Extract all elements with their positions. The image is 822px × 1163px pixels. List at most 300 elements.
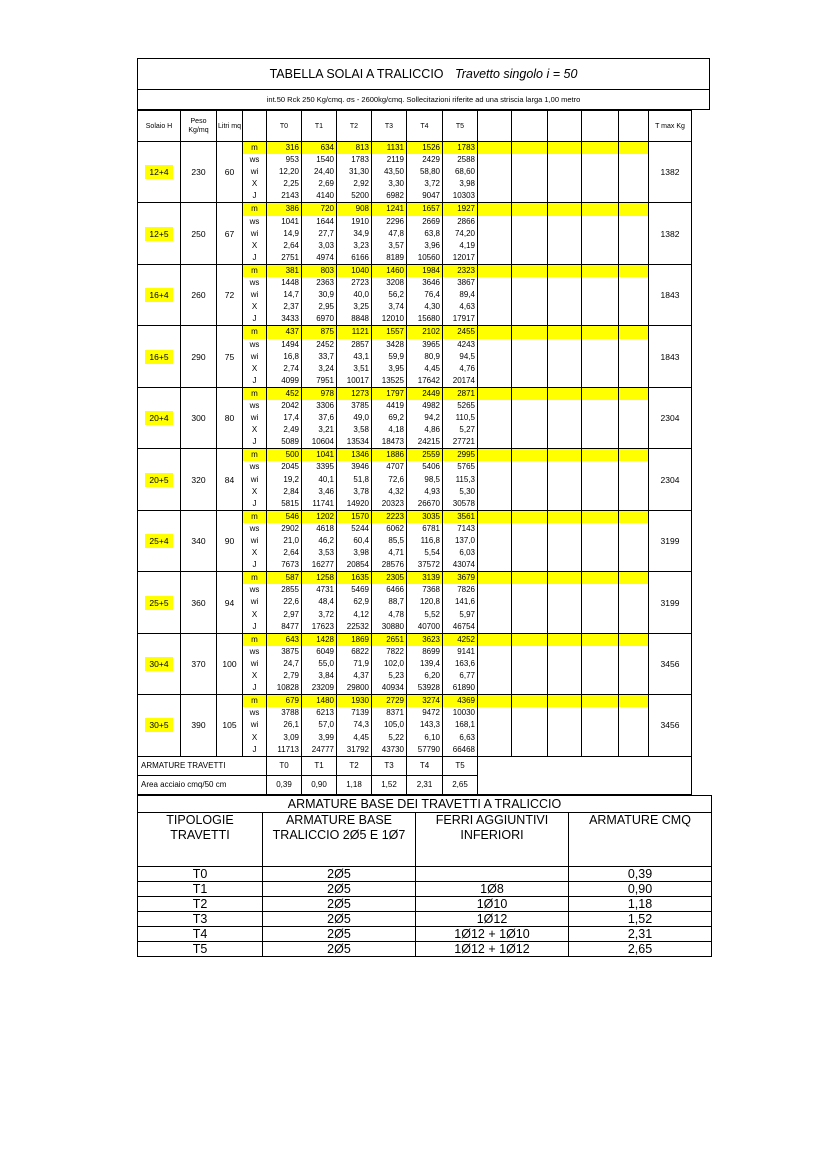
value-wi: 137,0: [454, 536, 475, 545]
value-m: 803: [302, 265, 336, 277]
table-title: [137, 58, 710, 90]
row-label: J: [252, 560, 257, 570]
value-X: 3,72: [318, 609, 334, 619]
value-J: 6982: [386, 191, 404, 201]
empty-cell: [548, 572, 582, 633]
row-label: m: [243, 634, 266, 646]
solaio-cell: [138, 264, 181, 325]
value-m: 1428: [302, 634, 336, 646]
value-ws: 5265: [457, 400, 475, 410]
value-J: 5089: [281, 437, 299, 447]
row-label: m: [243, 203, 266, 215]
area-value: 1,52: [372, 775, 407, 794]
value-cell: [267, 633, 302, 694]
value-J: 57790: [417, 744, 440, 754]
value-X: 3,95: [388, 363, 404, 373]
value-J: 7673: [281, 560, 299, 570]
base-ferri: 1Ø8: [416, 882, 569, 897]
table-row: [138, 449, 692, 510]
value-cell: [407, 510, 443, 571]
value-cell: [302, 264, 337, 325]
value-cell: [407, 142, 443, 203]
value-cell: [302, 387, 337, 448]
base-base: 2Ø5: [263, 912, 416, 927]
header-t1: T1: [302, 111, 337, 142]
value-X: 5,97: [459, 609, 475, 619]
value-ws: 6466: [386, 585, 404, 595]
litri-value: 90: [217, 510, 243, 571]
value-m: 1526: [407, 142, 442, 154]
table-row: [138, 633, 692, 694]
value-m: 4369: [443, 695, 477, 707]
value-wi: 102,0: [383, 658, 404, 668]
value-X: 3,74: [388, 302, 404, 312]
value-wi: 49,0: [353, 413, 369, 423]
row-labels: [243, 572, 267, 633]
value-J: 13525: [381, 375, 404, 385]
row-label: X: [251, 732, 258, 742]
value-cell: [267, 326, 302, 387]
value-X: 6,77: [459, 671, 475, 681]
value-cell: [302, 203, 337, 264]
value-ws: 4707: [386, 462, 404, 472]
value-wi: 40,1: [318, 474, 334, 484]
value-ws: 6062: [386, 523, 404, 533]
value-ws: 8371: [386, 708, 404, 718]
value-J: 9047: [422, 191, 440, 201]
value-m: 452: [267, 388, 301, 400]
value-ws: 3646: [422, 278, 440, 288]
value-X: 3,99: [318, 732, 334, 742]
row-label: wi: [250, 290, 259, 300]
value-J: 30578: [452, 498, 475, 508]
value-ws: 3395: [316, 462, 334, 472]
solaio-value: 30+5: [145, 718, 172, 732]
value-ws: 7139: [351, 708, 369, 718]
value-J: 40934: [381, 683, 404, 693]
value-cell: [267, 695, 302, 756]
value-m: 1121: [337, 326, 371, 338]
header-t3: T3: [372, 111, 407, 142]
value-X: 3,09: [283, 732, 299, 742]
value-cell: [443, 142, 478, 203]
solaio-value: 16+4: [145, 288, 172, 302]
row-labels: [243, 203, 267, 264]
row-label: X: [251, 363, 258, 373]
empty-cell: [478, 633, 512, 694]
value-cell: [407, 449, 443, 510]
row-label: m: [243, 695, 266, 707]
value-J: 53928: [417, 683, 440, 693]
value-wi: 74,20: [454, 228, 475, 238]
value-cell: [372, 449, 407, 510]
header-t2: T2: [337, 111, 372, 142]
value-m: 2651: [372, 634, 406, 646]
value-ws: 4982: [422, 400, 440, 410]
row-label: wi: [250, 167, 259, 177]
value-cell: [267, 449, 302, 510]
value-ws: 4243: [457, 339, 475, 349]
value-X: 4,30: [424, 302, 440, 312]
row-labels: [243, 142, 267, 203]
value-ws: 4419: [386, 400, 404, 410]
armature-travetti-label: ARMATURE TRAVETTI: [138, 756, 267, 775]
value-ws: 3788: [281, 708, 299, 718]
value-ws: 2045: [281, 462, 299, 472]
value-wi: 62,9: [353, 597, 369, 607]
litri-value: 72: [217, 264, 243, 325]
value-m: 3274: [407, 695, 442, 707]
peso-value: 340: [181, 510, 217, 571]
row-label: ws: [249, 155, 260, 165]
value-m: 2102: [407, 326, 442, 338]
value-wi: 26,1: [283, 720, 299, 730]
value-X: 4,63: [459, 302, 475, 312]
value-ws: 5469: [351, 585, 369, 595]
value-wi: 120,8: [419, 597, 440, 607]
value-ws: 3867: [457, 278, 475, 288]
header-t0: T0: [267, 111, 302, 142]
value-m: 813: [337, 142, 371, 154]
header-peso: Peso Kg/mq: [181, 111, 217, 142]
tmax-value: 1382: [649, 142, 692, 203]
value-m: 2729: [372, 695, 406, 707]
value-ws: 7368: [422, 585, 440, 595]
empty-cell: [582, 449, 619, 510]
value-wi: 14,7: [283, 290, 299, 300]
value-cell: [267, 264, 302, 325]
value-m: 1657: [407, 203, 442, 215]
solaio-value: 12+4: [145, 165, 172, 179]
value-wi: 163,6: [454, 658, 475, 668]
base-cmq: 1,18: [569, 897, 712, 912]
armature-col: T5: [443, 756, 478, 775]
row-label: m: [243, 511, 266, 523]
value-ws: 2296: [386, 216, 404, 226]
row-label: ws: [249, 646, 260, 656]
row-label: J: [252, 375, 257, 385]
base-tipo: T1: [138, 882, 263, 897]
value-cell: [407, 203, 443, 264]
empty-cell: [478, 510, 512, 571]
value-ws: 2866: [457, 216, 475, 226]
litri-value: 100: [217, 633, 243, 694]
value-J: 6166: [351, 252, 369, 262]
value-m: 381: [267, 265, 301, 277]
row-label: wi: [250, 658, 259, 668]
value-m: 1273: [337, 388, 371, 400]
value-X: 3,98: [353, 548, 369, 558]
value-m: 2223: [372, 511, 406, 523]
value-X: 3,57: [388, 240, 404, 250]
row-label: m: [243, 142, 266, 154]
value-X: 4,12: [353, 609, 369, 619]
value-X: 4,37: [353, 671, 369, 681]
value-ws: 1910: [351, 216, 369, 226]
row-labels: [243, 326, 267, 387]
solaio-cell: [138, 449, 181, 510]
value-cell: [407, 387, 443, 448]
value-cell: [337, 695, 372, 756]
empty-cell: [548, 203, 582, 264]
value-wi: 59,9: [388, 351, 404, 361]
header-t5: T5: [443, 111, 478, 142]
area-value: 0,90: [302, 775, 337, 794]
value-m: 1570: [337, 511, 371, 523]
value-m: 437: [267, 326, 301, 338]
area-value: 2,31: [407, 775, 443, 794]
foot-empty: [478, 775, 692, 794]
value-ws: 3208: [386, 278, 404, 288]
value-ws: 1448: [281, 278, 299, 288]
empty-cell: [512, 449, 548, 510]
empty-cell: [582, 387, 619, 448]
value-J: 17623: [311, 621, 334, 631]
value-ws: 3785: [351, 400, 369, 410]
empty-cell: [582, 264, 619, 325]
value-ws: 953: [285, 155, 299, 165]
value-X: 3,84: [318, 671, 334, 681]
value-ws: 7822: [386, 646, 404, 656]
value-cell: [302, 510, 337, 571]
empty-cell: [619, 449, 649, 510]
value-X: 3,98: [459, 179, 475, 189]
solaio-cell: [138, 326, 181, 387]
row-label: m: [243, 388, 266, 400]
solaio-value: 20+5: [145, 473, 172, 487]
value-cell: [372, 142, 407, 203]
armature-col: T0: [267, 756, 302, 775]
base-cmq: 0,90: [569, 882, 712, 897]
litri-value: 67: [217, 203, 243, 264]
value-ws: 10030: [452, 708, 475, 718]
row-label: J: [252, 683, 257, 693]
value-m: 2449: [407, 388, 442, 400]
value-cell: [372, 695, 407, 756]
value-X: 2,64: [283, 240, 299, 250]
value-wi: 31,30: [348, 167, 369, 177]
empty-cell: [512, 264, 548, 325]
row-label: ws: [249, 278, 260, 288]
value-J: 17642: [417, 375, 440, 385]
empty-cell: [582, 510, 619, 571]
header-solaio: Solaio H: [138, 111, 181, 142]
value-ws: 1644: [316, 216, 334, 226]
litri-value: 105: [217, 695, 243, 756]
value-J: 27721: [452, 437, 475, 447]
area-value: 1,18: [337, 775, 372, 794]
empty-cell: [548, 387, 582, 448]
solaio-value: 20+4: [145, 411, 172, 425]
empty-cell: [619, 264, 649, 325]
value-m: 1202: [302, 511, 336, 523]
solaio-value: 12+5: [145, 227, 172, 241]
value-J: 31792: [346, 744, 369, 754]
value-m: 546: [267, 511, 301, 523]
empty-cell: [512, 572, 548, 633]
solaio-cell: [138, 695, 181, 756]
row-label: X: [251, 548, 258, 558]
value-wi: 30,9: [318, 290, 334, 300]
value-X: 2,49: [283, 425, 299, 435]
row-label: J: [252, 191, 257, 201]
table-row: [138, 695, 692, 756]
table-subtitle: int.50 Rck 250 Kg/cmq. σs - 2600kg/cmq. Sollecitazioni riferite ad una striscia larga 1,00 metro: [137, 90, 710, 110]
value-m: 1797: [372, 388, 406, 400]
value-X: 5,54: [424, 548, 440, 558]
value-cell: [372, 572, 407, 633]
value-ws: 6049: [316, 646, 334, 656]
value-m: 1480: [302, 695, 336, 707]
row-label: wi: [250, 351, 259, 361]
value-X: 6,10: [424, 732, 440, 742]
value-cell: [302, 142, 337, 203]
value-wi: 89,4: [459, 290, 475, 300]
value-J: 2143: [281, 191, 299, 201]
value-cell: [337, 449, 372, 510]
value-J: 11741: [312, 498, 334, 508]
base-ferri: 1Ø12 + 1Ø10: [416, 927, 569, 942]
row-label: ws: [249, 523, 260, 533]
value-m: 4252: [443, 634, 477, 646]
header-empty: [619, 111, 649, 142]
empty-cell: [548, 326, 582, 387]
empty-cell: [548, 142, 582, 203]
value-ws: 2588: [457, 155, 475, 165]
base-row: [138, 897, 712, 912]
value-J: 66468: [452, 744, 475, 754]
value-J: 16277: [311, 560, 334, 570]
peso-value: 230: [181, 142, 217, 203]
value-J: 4974: [316, 252, 334, 262]
value-wi: 17,4: [283, 413, 299, 423]
value-X: 6,63: [459, 732, 475, 742]
value-cell: [372, 633, 407, 694]
row-label: X: [251, 486, 258, 496]
value-cell: [372, 510, 407, 571]
value-J: 43074: [452, 560, 475, 570]
base-tipo: T3: [138, 912, 263, 927]
base-row: [138, 912, 712, 927]
value-wi: 34,9: [353, 228, 369, 238]
value-X: 4,18: [388, 425, 404, 435]
empty-cell: [478, 387, 512, 448]
value-cell: [267, 387, 302, 448]
solaio-cell: [138, 510, 181, 571]
row-label: ws: [249, 400, 260, 410]
value-m: 386: [267, 203, 301, 215]
value-X: 4,86: [424, 425, 440, 435]
table-row: [138, 572, 692, 633]
value-cell: [337, 142, 372, 203]
header-tmax: T max Kg: [649, 111, 692, 142]
value-cell: [443, 203, 478, 264]
row-label: ws: [249, 216, 260, 226]
value-X: 5,22: [388, 732, 404, 742]
empty-cell: [619, 510, 649, 571]
value-J: 5200: [351, 191, 369, 201]
value-wi: 24,7: [283, 658, 299, 668]
base-row: [138, 867, 712, 882]
value-J: 23209: [311, 683, 334, 693]
value-m: 1258: [302, 572, 336, 584]
value-X: 3,30: [388, 179, 404, 189]
row-labels: [243, 510, 267, 571]
empty-cell: [512, 510, 548, 571]
row-label: m: [243, 326, 266, 338]
value-wi: 46,2: [318, 536, 334, 545]
litri-value: 84: [217, 449, 243, 510]
peso-value: 390: [181, 695, 217, 756]
value-ws: 4618: [316, 523, 334, 533]
value-J: 10303: [452, 191, 475, 201]
empty-cell: [619, 572, 649, 633]
solai-table: [137, 110, 692, 795]
value-wi: 47,8: [388, 228, 404, 238]
tmax-value: 1843: [649, 264, 692, 325]
value-X: 3,24: [318, 363, 334, 373]
value-cell: [443, 326, 478, 387]
value-ws: 3946: [351, 462, 369, 472]
solaio-value: 30+4: [145, 657, 172, 671]
base-tipo: T5: [138, 942, 263, 957]
value-J: 20854: [346, 560, 369, 570]
value-cell: [337, 510, 372, 571]
value-m: 679: [267, 695, 301, 707]
value-ws: 6822: [351, 646, 369, 656]
value-m: 316: [267, 142, 301, 154]
row-label: X: [251, 425, 258, 435]
value-m: 500: [267, 449, 301, 461]
value-cell: [372, 203, 407, 264]
armature-col: T3: [372, 756, 407, 775]
solaio-value: 25+5: [145, 596, 172, 610]
value-m: 1635: [337, 572, 371, 584]
value-cell: [337, 264, 372, 325]
tmax-value: 3199: [649, 572, 692, 633]
value-cell: [337, 633, 372, 694]
value-wi: 60,4: [353, 536, 369, 545]
value-wi: 74,3: [353, 720, 369, 730]
value-wi: 55,0: [318, 658, 334, 668]
value-X: 3,46: [318, 486, 334, 496]
row-label: X: [251, 609, 258, 619]
value-m: 875: [302, 326, 336, 338]
value-cell: [337, 326, 372, 387]
base-tipo: T2: [138, 897, 263, 912]
value-X: 4,45: [424, 363, 440, 373]
row-label: X: [251, 302, 258, 312]
value-J: 2751: [281, 252, 299, 262]
value-m: 1886: [372, 449, 406, 461]
value-m: 587: [267, 572, 301, 584]
value-wi: 71,9: [353, 658, 369, 668]
header-empty: [582, 111, 619, 142]
value-J: 10828: [276, 683, 299, 693]
value-ws: 2363: [316, 278, 334, 288]
litri-value: 94: [217, 572, 243, 633]
value-X: 4,19: [459, 240, 475, 250]
empty-cell: [619, 695, 649, 756]
value-m: 1131: [372, 142, 406, 154]
tmax-value: 3456: [649, 633, 692, 694]
value-X: 2,37: [283, 302, 299, 312]
value-m: 1241: [372, 203, 406, 215]
empty-cell: [548, 264, 582, 325]
peso-value: 290: [181, 326, 217, 387]
row-label: wi: [250, 597, 259, 607]
empty-cell: [548, 695, 582, 756]
